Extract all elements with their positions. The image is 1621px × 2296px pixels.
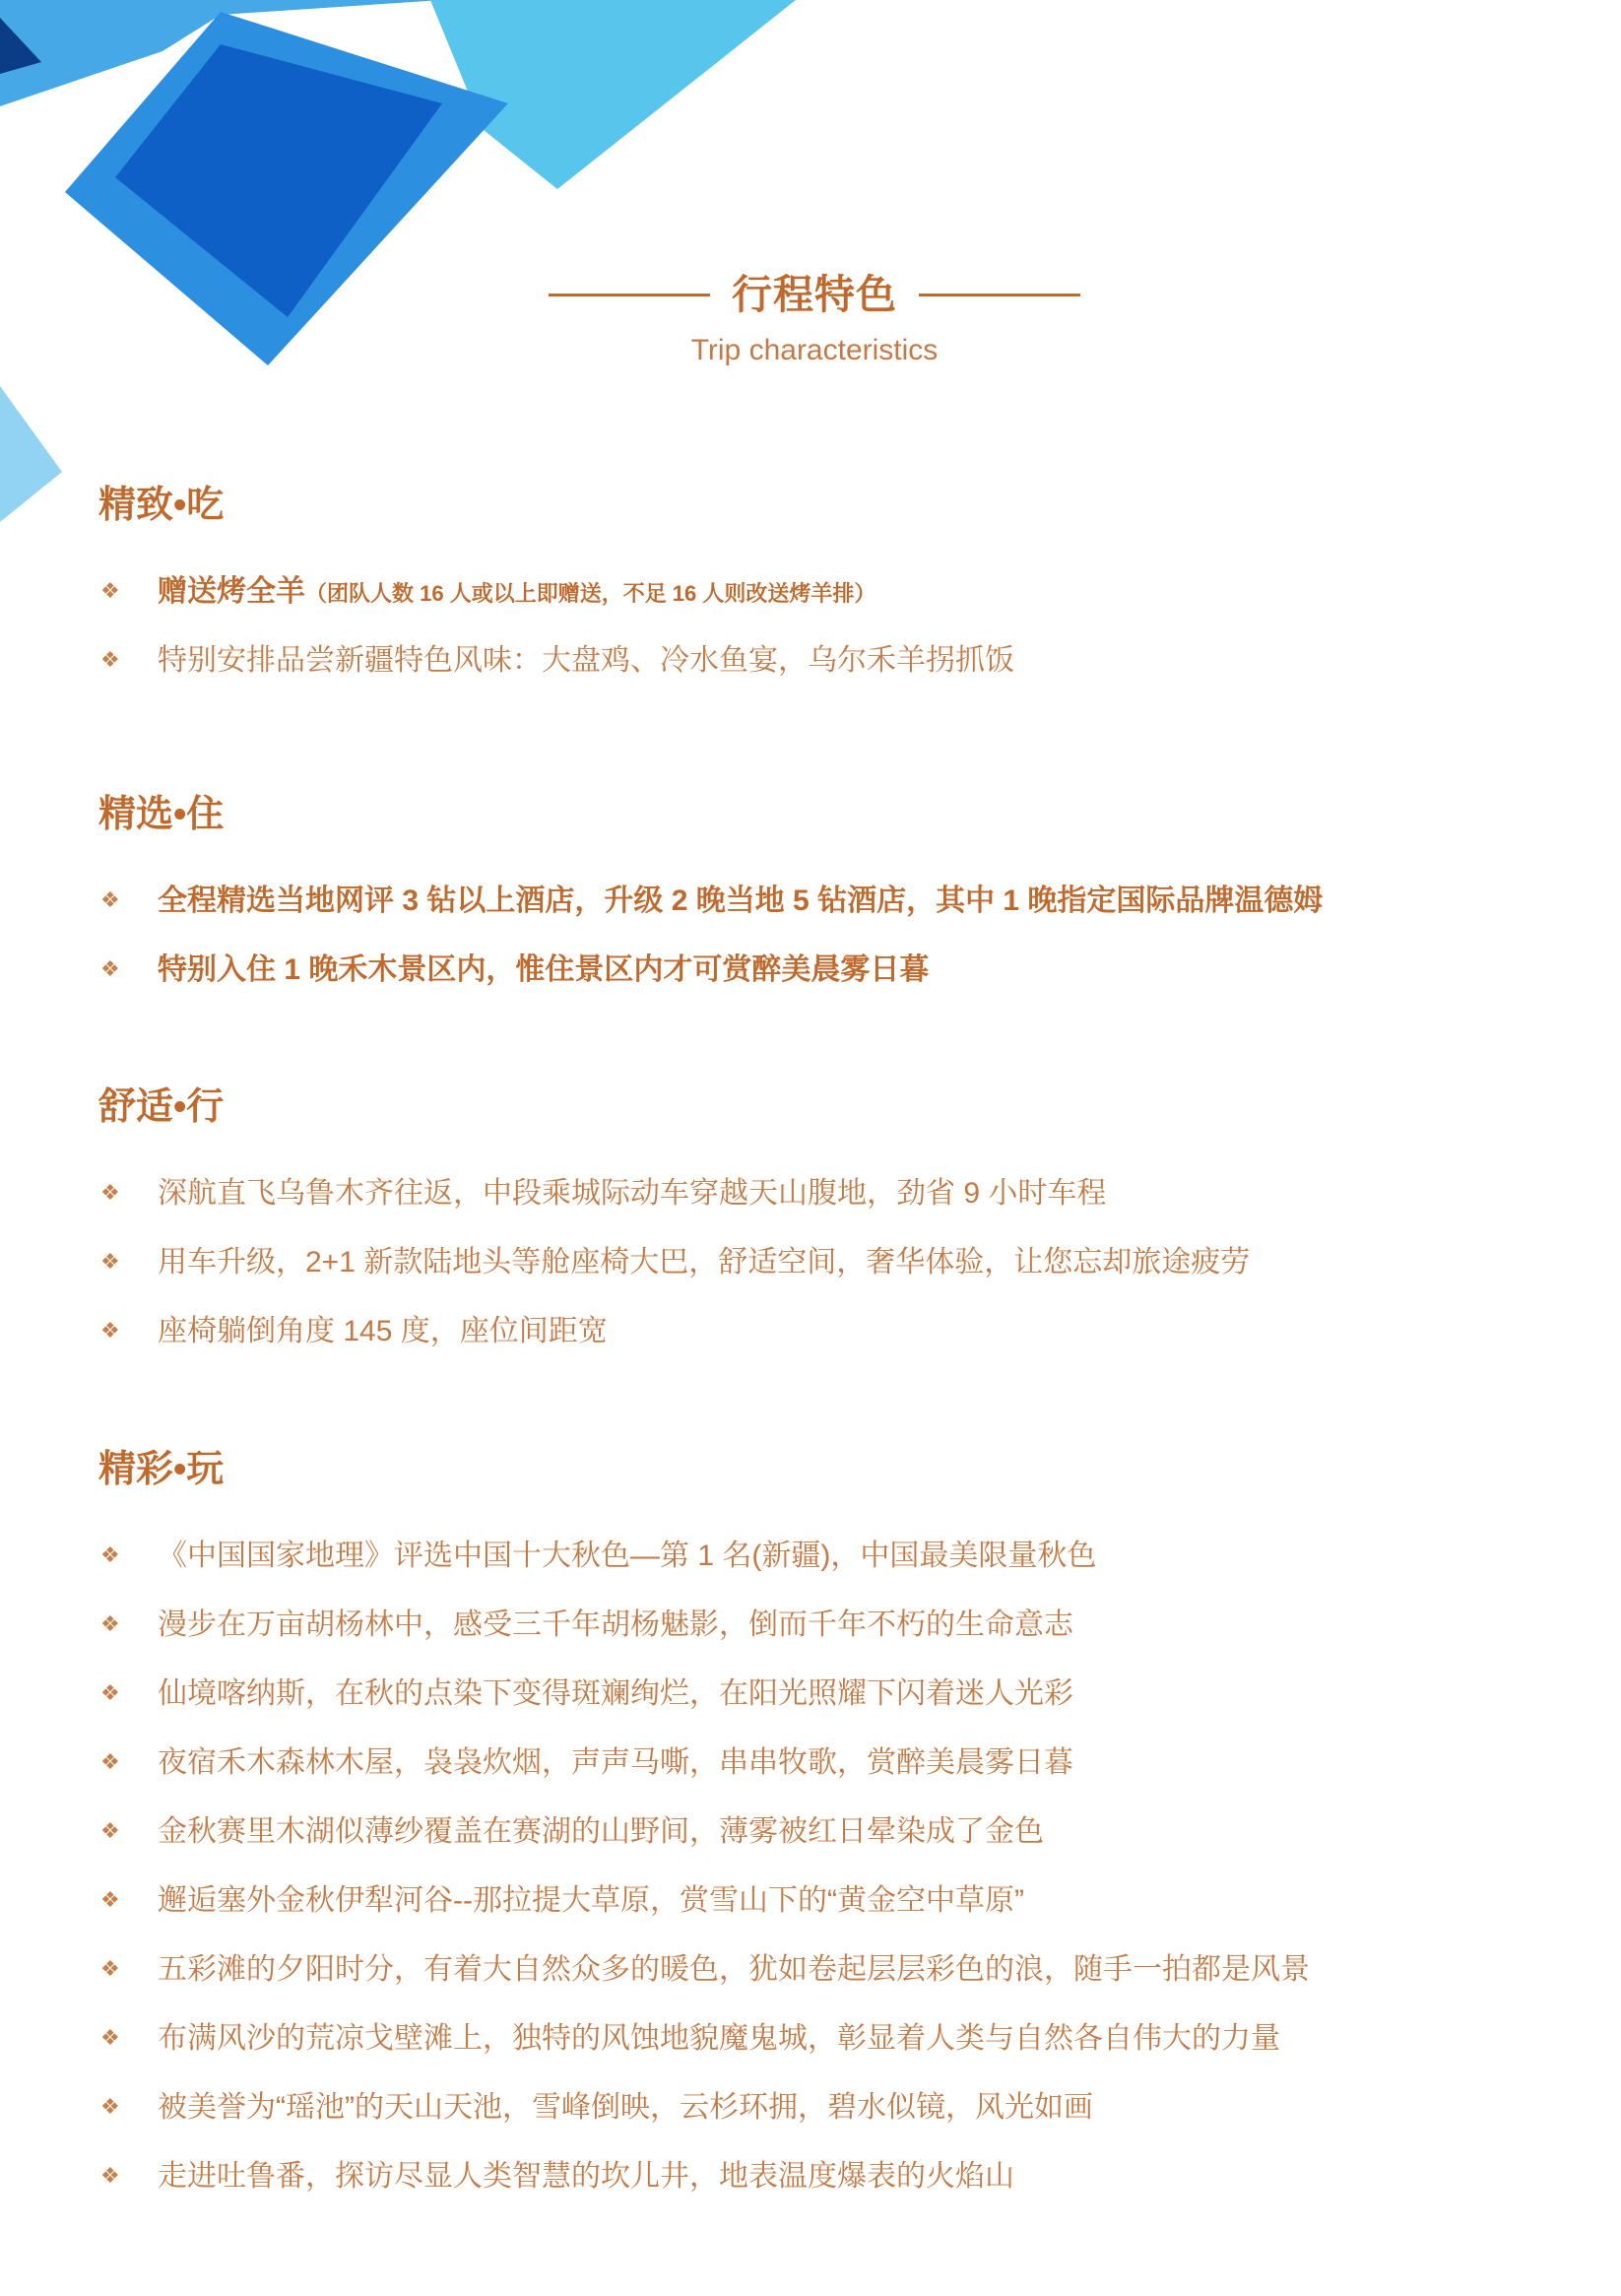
diamond-bullet-icon	[100, 1591, 120, 1660]
diamond-bullet-icon	[100, 2142, 120, 2211]
title-row	[8, 260, 1621, 329]
item-list	[98, 1522, 1310, 2211]
title-rule-right	[919, 294, 1080, 296]
list-item	[98, 1660, 1310, 1729]
item-text: 漫步在万亩胡杨林中，感受三千年胡杨魅影，倒而千年不朽的生命意志	[158, 1608, 1073, 1641]
list-item	[98, 1729, 1310, 1798]
diamond-bullet-icon	[100, 1159, 120, 1228]
list-item	[98, 1159, 1250, 1228]
deco-cyan-square	[430, 0, 796, 189]
item-list	[98, 558, 1014, 695]
diamond-bullet-icon	[100, 2073, 120, 2142]
diamond-bullet-icon	[100, 2004, 120, 2073]
section-food	[98, 478, 1014, 695]
diamond-bullet-icon	[100, 1798, 120, 1867]
section-heading: 精彩•玩	[98, 1449, 225, 1490]
item-text: 赠送烤全羊	[158, 575, 305, 608]
diamond-bullet-icon	[100, 1867, 120, 1935]
list-item	[98, 2142, 1310, 2211]
list-item	[98, 626, 1014, 695]
diamond-bullet-icon	[100, 558, 120, 626]
title-rule-left	[549, 294, 710, 296]
item-list	[98, 867, 1323, 1005]
diamond-bullet-icon	[100, 1660, 120, 1729]
section-lodging	[98, 787, 1323, 1005]
diamond-bullet-icon	[100, 936, 120, 1005]
section-sightseeing	[98, 1442, 1310, 2211]
list-item	[98, 1935, 1310, 2004]
list-item	[98, 936, 1323, 1005]
list-item	[98, 867, 1323, 936]
list-item	[98, 1798, 1310, 1867]
item-text: 《中国国家地理》评选中国十大秋色—第 1 名(新疆)，中国最美限量秋色	[158, 1540, 1097, 1572]
item-text: 特别入住 1 晚禾木景区内，惟住景区内才可赏醉美晨雾日暮	[158, 953, 930, 986]
item-text: 邂逅塞外金秋伊犁河谷--那拉提大草原，赏雪山下的“黄金空中草原”	[158, 1884, 1024, 1917]
diamond-bullet-icon	[100, 1297, 120, 1366]
list-item	[98, 1228, 1250, 1297]
diamond-bullet-icon	[100, 1935, 120, 2004]
item-text: 金秋赛里木湖似薄纱覆盖在赛湖的山野间，薄雾被红日晕染成了金色	[158, 1815, 1044, 1848]
list-item	[98, 1297, 1250, 1366]
list-item	[98, 1867, 1310, 1935]
deco-pale-blue-triangle	[0, 386, 62, 522]
diamond-bullet-icon	[100, 1228, 120, 1297]
list-item	[98, 558, 1014, 626]
item-list	[98, 1159, 1250, 1366]
item-text: 布满风沙的荒凉戈壁滩上，独特的风蚀地貌魔鬼城，彰显着人类与自然各自伟大的力量	[158, 2022, 1280, 2055]
item-text: 全程精选当地网评 3 钻以上酒店，升级 2 晚当地 5 钻酒店，其中 1 晚指定国际品牌温德姆	[158, 885, 1324, 917]
page-header	[0, 260, 1621, 372]
section-heading: 精致•吃	[98, 485, 225, 526]
section-transport	[98, 1080, 1250, 1366]
item-text: 五彩滩的夕阳时分，有着大自然众多的暖色，犹如卷起层层彩色的浪，随手一拍都是风景	[158, 1953, 1310, 1986]
item-text: 深航直飞乌鲁木齐往返，中段乘城际动车穿越天山腹地，劲省 9 小时车程	[158, 1177, 1107, 1210]
page-subtitle: Trip characteristics	[690, 334, 939, 366]
list-item	[98, 2073, 1310, 2142]
item-text: 特别安排品尝新疆特色风味：大盘鸡、冷水鱼宴，乌尔禾羊拐抓饭	[158, 644, 1014, 677]
item-text: 座椅躺倒角度 145 度，座位间距宽	[158, 1315, 608, 1347]
item-text: 走进吐鲁番，探访尽显人类智慧的坎儿井，地表温度爆表的火焰山	[158, 2160, 1014, 2193]
item-text: 仙境喀纳斯，在秋的点染下变得斑斓绚烂，在阳光照耀下闪着迷人光彩	[158, 1677, 1073, 1710]
section-heading: 精选•住	[98, 794, 225, 835]
diamond-bullet-icon	[100, 1522, 120, 1591]
item-text: 被美誉为“瑶池”的天山天池，雪峰倒映，云杉环拥，碧水似镜，风光如画	[158, 2091, 1093, 2124]
list-item	[98, 2004, 1310, 2073]
section-heading: 舒适•行	[98, 1086, 225, 1128]
diamond-bullet-icon	[100, 867, 120, 936]
list-item	[98, 1591, 1310, 1660]
item-text: 用车升级，2+1 新款陆地头等舱座椅大巴，舒适空间，奢华体验，让您忘却旅途疲劳	[158, 1246, 1251, 1279]
diamond-bullet-icon	[100, 1729, 120, 1798]
page-title: 行程特色	[732, 272, 897, 317]
item-text: 夜宿禾木森林木屋，袅袅炊烟，声声马嘶，串串牧歌，赏醉美晨雾日暮	[158, 1746, 1073, 1779]
diamond-bullet-icon	[100, 626, 120, 695]
list-item	[98, 1522, 1310, 1591]
item-note: （团队人数 16 人或以上即赠送，不足 16 人则改送烤羊排）	[305, 581, 876, 606]
